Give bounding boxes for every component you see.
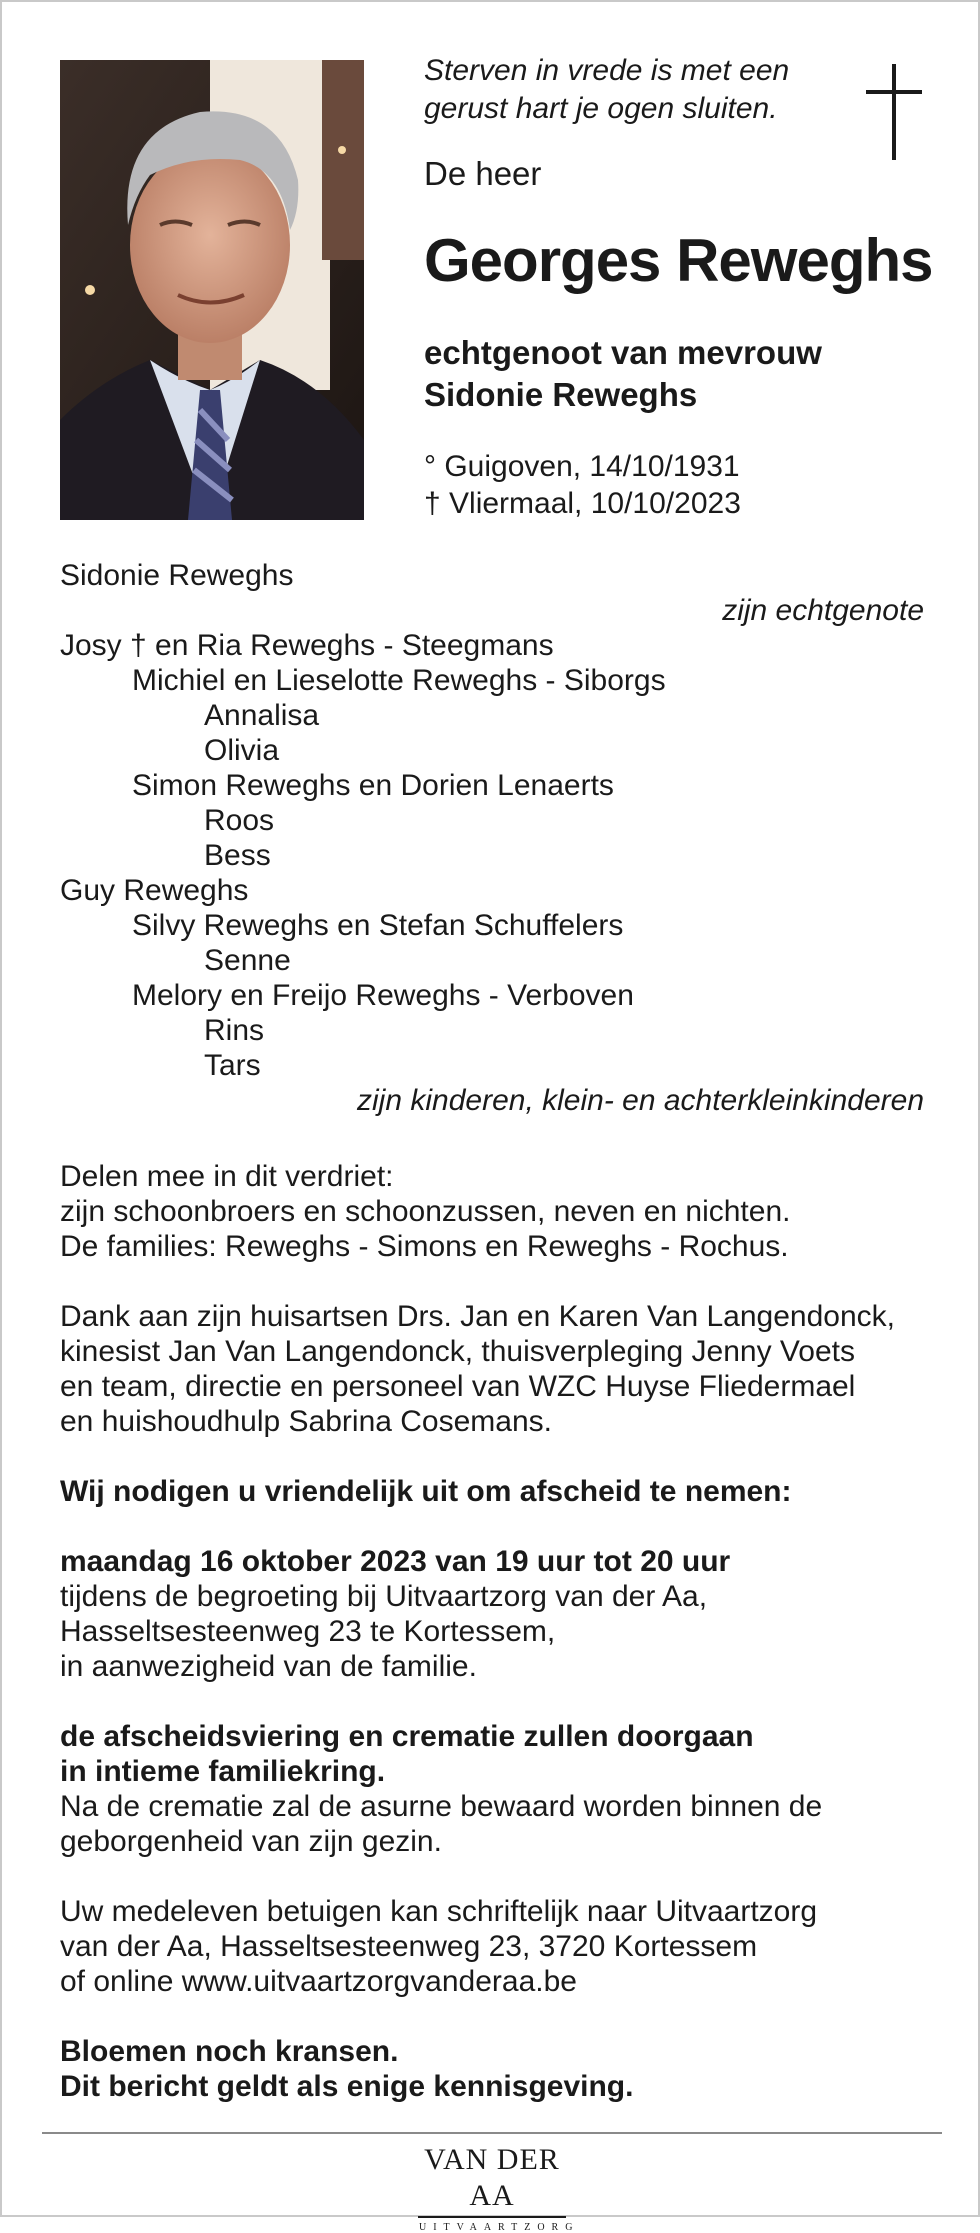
ceremony-bold: in intieme familiekring. [60,1755,386,1788]
family-member: Guy Reweghs [60,874,249,907]
poem-line: Sterven in vrede is met een [424,54,790,87]
condolences-line: van der Aa, Hasseltsesteenweg 23, 3720 Kortessem [60,1930,758,1963]
family-spouse: Sidonie Reweghs [60,559,294,592]
sharing-paragraph [60,1159,940,1264]
family-member: Tars [204,1049,261,1082]
life-dates [424,448,741,522]
death-date: † Vliermaal, 10/10/2023 [424,487,741,520]
portrait-photo [60,60,364,520]
family-member: Senne [204,944,291,977]
spouse-mention [424,332,924,416]
spouse-line: Sidonie Reweghs [424,376,698,413]
invite-paragraph [60,1474,940,1509]
family-member: Silvy Reweghs en Stefan Schuffelers [132,909,624,942]
family-member: Michiel en Lieselotte Reweghs - Siborgs [132,664,666,697]
birth-date: ° Guigoven, 14/10/1931 [424,450,740,483]
viewing-line: tijdens de begroeting bij Uitvaartzorg van der Aa, [60,1580,708,1613]
thanks-line: kinesist Jan Van Langendonck, thuisverpleging Jenny Voets [60,1335,855,1368]
viewing-line: in aanwezigheid van de familie. [60,1650,477,1683]
condolences-line: Uw medeleven betuigen kan schriftelijk naar Uitvaartzorg [60,1895,818,1928]
family-member: Simon Reweghs en Dorien Lenaerts [132,769,614,802]
notice-body [60,1159,940,2139]
sharing-line: De families: Reweghs - Simons en Reweghs - Rochus. [60,1230,789,1263]
family-list [60,558,924,1118]
ceremony-line: Na de crematie zal de asurne bewaard worden binnen de [60,1790,823,1823]
children-list [60,628,924,1083]
family-member: Rins [204,1014,265,1047]
closing-line: Dit bericht geldt als enige kennisgeving. [60,2070,634,2103]
thanks-line: en team, directie en personeel van WZC Huyse Fliedermael [60,1370,856,1403]
spouse-line: echtgenoot van mevrouw [424,334,822,371]
family-member: Roos [204,804,275,837]
viewing-when: maandag 16 oktober 2023 van 19 uur tot 20 uur [60,1545,731,1578]
poem-line: gerust hart je ogen sluiten. [424,92,778,125]
ceremony-bold: de afscheidsviering en crematie zullen doorgaan [60,1720,754,1753]
sharing-line: zijn schoonbroers en schoonzussen, neven en nichten. [60,1195,791,1228]
viewing-line: Hasseltsesteenweg 23 te Kortessem, [60,1615,556,1648]
poem [424,52,844,128]
family-member: Annalisa [204,699,320,732]
viewing-paragraph [60,1544,940,1684]
ceremony-line: geborgenheid van zijn gezin. [60,1825,442,1858]
spouse-role: zijn echtgenote [722,594,924,627]
closing-paragraph [60,2034,940,2104]
condolences-paragraph [60,1894,940,1999]
family-member: Melory en Freijo Reweghs - Verboven [132,979,634,1012]
condolences-line: of online www.uitvaartzorgvanderaa.be [60,1965,577,1998]
invite-text: Wij nodigen u vriendelijk uit om afscheid te nemen: [60,1475,792,1508]
thanks-line: en huishoudhulp Sabrina Cosemans. [60,1405,552,1438]
cross-icon [866,64,922,160]
logo-subtitle: UITVAARTZORG [419,2222,580,2233]
funeral-home-logo [412,2142,580,2233]
family-member: Olivia [204,734,280,767]
family-member: Bess [204,839,271,872]
logo-name: VAN DER AA [424,2143,560,2212]
thanks-line: Dank aan zijn huisartsen Drs. Jan en Karen Van Langendonck, [60,1300,895,1333]
portrait-image [60,60,364,520]
family-member: Josy † en Ria Reweghs - Steegmans [60,629,554,662]
footer-divider [42,2132,942,2134]
logo-bar [418,2216,566,2218]
sharing-line: Delen mee in dit verdriet: [60,1160,394,1193]
ceremony-paragraph [60,1719,940,1859]
closing-line: Bloemen noch kransen. [60,2035,399,2068]
children-role: zijn kinderen, klein- en achterkleinkinderen [357,1084,924,1117]
thanks-paragraph [60,1299,940,1439]
deceased-name: Georges Reweghs [424,227,933,294]
salutation: De heer [424,155,542,192]
